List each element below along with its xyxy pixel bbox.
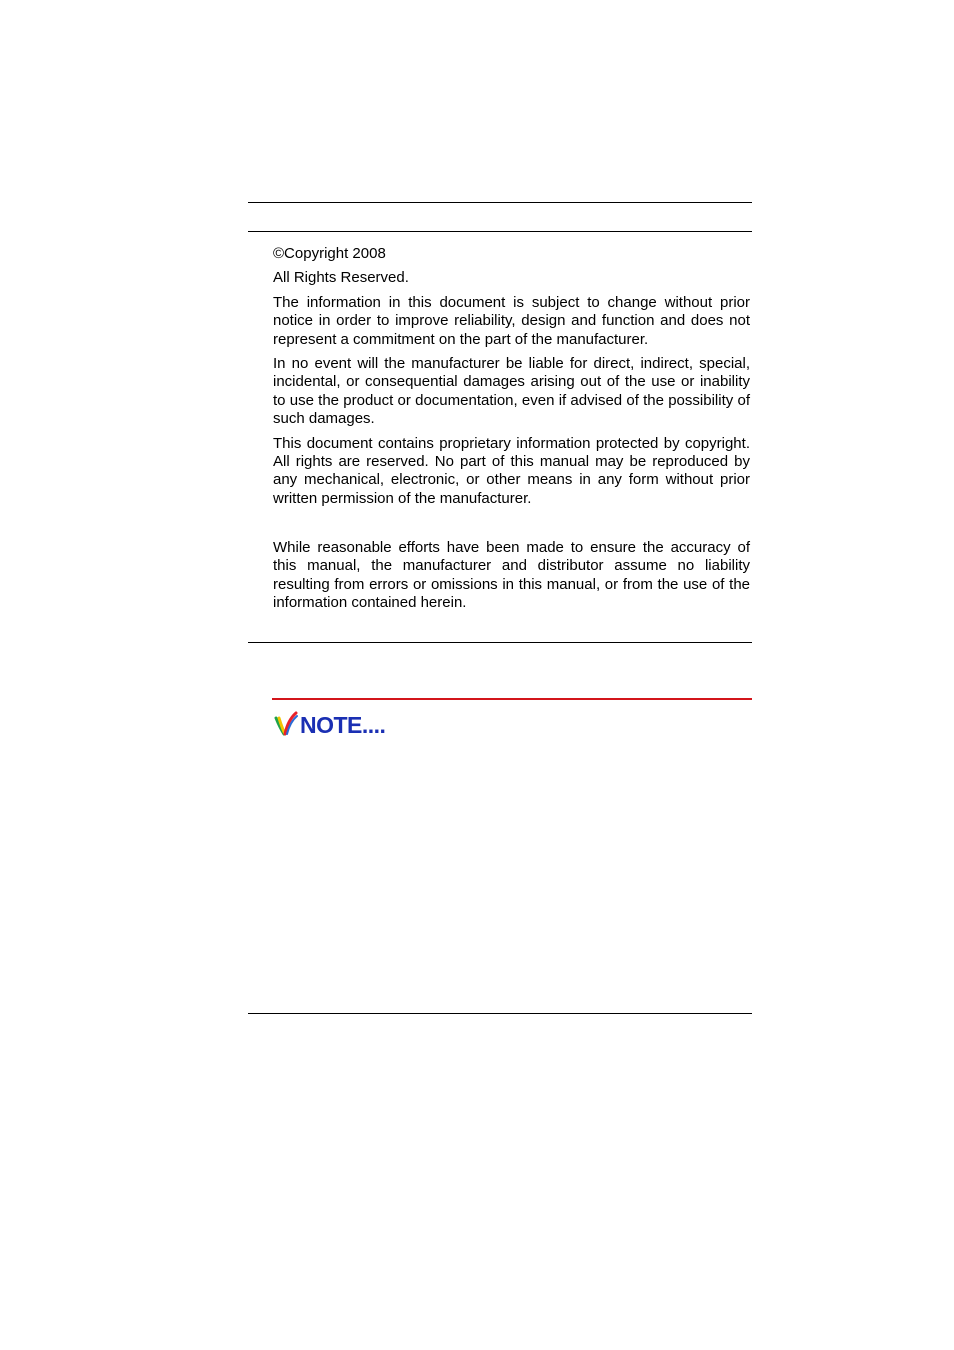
bottom-rule xyxy=(248,1013,752,1014)
rights-line: All Rights Reserved. xyxy=(273,269,409,287)
paragraph-change-notice: The information in this document is subject to change without prior notice in order to improve reliability, design and function and does not represent a commitment on the part of the manufacturer. xyxy=(273,293,750,348)
section-rule xyxy=(248,642,752,643)
note-heading xyxy=(274,710,385,740)
top-rule-2 xyxy=(248,231,752,232)
copyright-line: ©Copyright 2008 xyxy=(273,245,386,262)
note-checkmark-icon xyxy=(274,710,298,741)
paragraph-liability: In no event will the manufacturer be liable for direct, indirect, special, incidental, or consequential damages arising out of the use or inability to use the product or documentation, even if advised of the possibility of such damages. xyxy=(273,355,750,428)
disclaimer-block xyxy=(273,539,750,613)
copyright-block xyxy=(273,245,750,508)
note-rule xyxy=(272,698,752,700)
top-rule-1 xyxy=(248,202,752,203)
paragraph-disclaimer: While reasonable efforts have been made to ensure the accuracy of this manual, the manufacturer and distributor assume no liability resulting from errors or omissions in this manual, or from the use of the information contained herein. xyxy=(273,539,750,612)
note-label: NOTE.... xyxy=(300,711,386,738)
paragraph-proprietary: This document contains proprietary information protected by copyright. All rights are reserved. No part of this manual may be reproduced by any mechanical, electronic, or other means in any form without prior written permission of the manufacturer. xyxy=(273,434,750,507)
